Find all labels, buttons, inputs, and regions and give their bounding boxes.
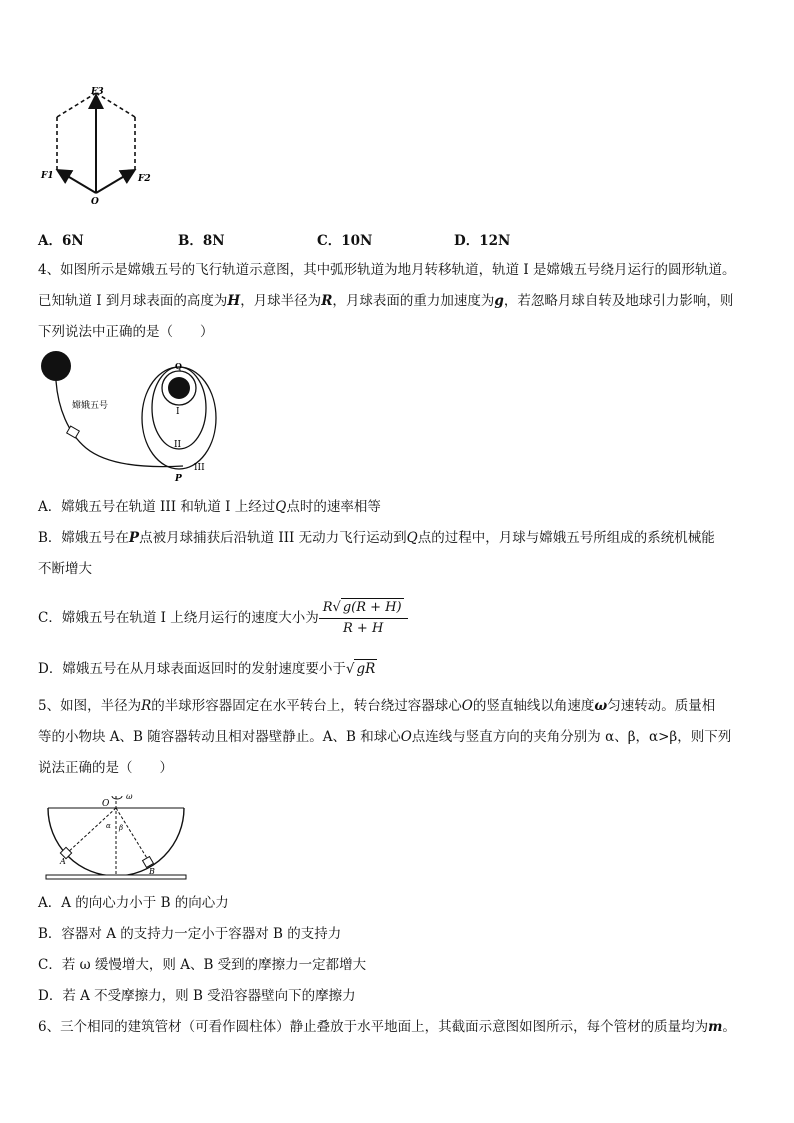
earth [41,351,71,381]
q3-option-d: D．12N [454,233,511,249]
q6-stem: 6、三个相同的建筑管材（可看作圆柱体）静止叠放于水平地面上，其截面示意图如图所示，每个管材的质量均为m。 [38,1019,736,1035]
q5-option-b: B．容器对 A 的支持力一定小于容器对 B 的支持力 [38,926,342,942]
q4-option-b-line-2: 不断增大 [38,561,92,577]
f1-vector [59,171,96,193]
radius-to-b [116,808,150,863]
spacecraft [67,426,80,438]
q5-option-d: D．若 A 不受摩擦力，则 B 受沿容器壁向下的摩擦力 [38,988,356,1004]
orbit-ii-label: II [174,440,182,450]
q4-option-a: A．嫦娥五号在轨道 III 和轨道 I 上经过Q点时的速率相等 [38,499,381,515]
orbit-iii-label: III [194,463,205,473]
force-diagram [30,80,170,210]
q5-stem-line-3: 说法正确的是（ ） [38,760,173,776]
q5-stem-line-2: 等的小物块 A、B 随容器转动且相对器壁静止。A、B 和球心O点连线与竖直方向的夹角分别为 α、β，α>β，则下列 [38,729,732,745]
orbit-i-label: I [176,407,180,417]
f2-vector [96,171,133,193]
moon [168,377,190,399]
radius-to-a [66,808,116,854]
f1-label: F1 [41,171,54,181]
q4-stem-line-3: 下列说法中正确的是（ ） [38,324,214,340]
q4-option-b: B．嫦娥五号在P点被月球捕获后沿轨道 III 无动力飞行运动到Q点的过程中，月球与嫦娥五号所组成的系统机械能 [38,530,715,546]
q5-option-c: C．若 ω 缓慢增大，则 A、B 受到的摩擦力一定都增大 [38,957,367,973]
b-label: B [149,867,155,876]
center-o-label: O [102,799,110,809]
p-label: P [175,474,182,484]
q3-option-a: A．6N [38,233,84,249]
craft-label: 嫦娥五号 [72,401,109,411]
q3-option-b: B．8N [178,233,225,249]
transfer-orbit [56,381,183,467]
alpha-label: α [106,822,111,830]
f2-label: F2 [138,174,151,184]
q4-stem-line-1: 4、如图所示是嫦娥五号的飞行轨道示意图，其中弧形轨道为地月转移轨道，轨道 I 是嫦娥五号绕月运行的圆形轨道。 [38,262,736,278]
rotation-arrow [112,796,122,799]
q4-stem-line-2: 已知轨道 I 到月球表面的高度为H，月球半径为R，月球表面的重力加速度为g，若忽略月球自转及地球引力影响，则 [38,293,734,309]
q-label: Q [175,361,182,371]
beta-label: β [119,824,124,832]
q5-option-a: A．A 的向心力小于 B 的向心力 [38,895,229,911]
origin-label: O [91,197,99,207]
q3-option-c: C．10N [317,233,373,249]
orbit-diagram [38,348,228,488]
q4-option-d: D．嫦娥五号在从月球表面返回时的发射速度要小于√ gR [38,661,376,677]
turntable [46,875,186,879]
q5-stem-line-1: 5、如图，半径为R的半球形容器固定在水平转台上，转台绕过容器球心O的竖直轴线以角速度ω匀速转动。质量相 [38,698,716,714]
hemisphere-diagram [40,786,200,886]
q4-option-c: C．嫦娥五号在轨道 I 上绕月运行的速度大小为 $\frac{R√ g(R + H)}{R + H}$ [38,596,408,640]
f3-label: F3 [91,87,104,97]
omega-label: ω [126,792,133,801]
option-c-formula: $\frac{R√ g(R + H)}{R + H}$ [319,598,408,638]
a-label: A [60,857,66,866]
